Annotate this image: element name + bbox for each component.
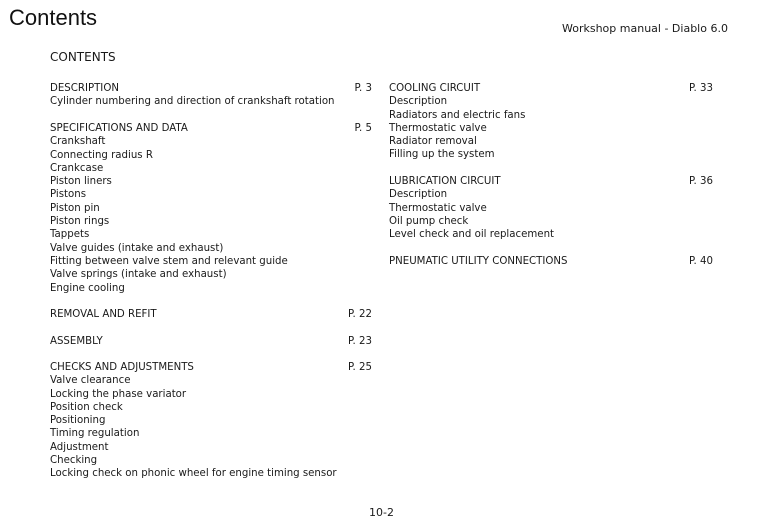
section-page: P. 22	[348, 309, 372, 320]
toc-item[interactable]: Tappets	[50, 229, 90, 241]
toc-item[interactable]: Description	[389, 96, 448, 108]
toc-item[interactable]: Checking	[50, 455, 98, 467]
toc-item[interactable]: Thermostatic valve	[389, 202, 487, 214]
toc-item[interactable]: Crankcase	[50, 162, 104, 174]
toc-item[interactable]: Filling up the system	[389, 149, 495, 161]
toc-item[interactable]: Piston liners	[50, 176, 112, 188]
toc-section	[50, 335, 372, 348]
toc-item[interactable]: Valve springs (intake and exhaust)	[50, 269, 227, 281]
toc-item[interactable]: Crankshaft	[50, 136, 106, 148]
section-title: LUBRICATION CIRCUIT	[389, 176, 501, 187]
toc-item[interactable]: Valve clearance	[50, 375, 131, 387]
toc-section	[50, 82, 372, 109]
toc-item[interactable]: Timing regulation	[50, 428, 140, 440]
toc-section	[50, 361, 372, 481]
toc-item[interactable]: Locking the phase variator	[50, 388, 187, 400]
section-title: ASSEMBLY	[50, 336, 103, 347]
section-page: P. 23	[348, 336, 372, 347]
toc-section-heading[interactable]	[50, 335, 372, 348]
page-title: Contents	[9, 5, 98, 30]
page-number: 10-2	[369, 506, 394, 519]
toc-item[interactable]: Locking check on phonic wheel for engine timing sensor	[50, 468, 337, 480]
toc-item[interactable]: Radiators and electric fans	[389, 109, 526, 121]
toc-section-heading[interactable]	[50, 308, 372, 321]
toc-item[interactable]: Oil pump check	[389, 215, 469, 227]
toc-section-heading[interactable]	[50, 82, 372, 95]
toc-section-heading[interactable]	[50, 361, 372, 374]
toc-item[interactable]: Positioning	[50, 415, 106, 427]
section-title: DESCRIPTION	[50, 83, 119, 94]
contents-heading: CONTENTS	[50, 50, 116, 64]
section-page: P. 25	[348, 362, 372, 373]
section-title: SPECIFICATIONS AND DATA	[50, 123, 188, 134]
toc-item[interactable]: Description	[389, 189, 448, 201]
section-page: P. 5	[354, 123, 372, 134]
toc-item[interactable]: Piston pin	[50, 202, 100, 214]
toc-section	[50, 122, 372, 295]
toc-section-heading[interactable]	[50, 122, 372, 135]
section-page: P. 36	[689, 176, 713, 187]
section-title: REMOVAL AND REFIT	[50, 309, 157, 320]
toc-item[interactable]: Cylinder numbering and direction of crankshaft rotation	[50, 96, 335, 108]
toc-item[interactable]: Level check and oil replacement	[389, 229, 555, 241]
toc-item[interactable]: Fitting between valve stem and relevant guide	[50, 255, 288, 267]
toc-item[interactable]: Position check	[50, 401, 123, 413]
toc-section	[389, 255, 713, 268]
toc-item[interactable]: Radiator removal	[389, 136, 477, 148]
section-title: PNEUMATIC UTILITY CONNECTIONS	[389, 256, 568, 267]
toc-section	[389, 175, 713, 241]
toc-item[interactable]: Valve guides (intake and exhaust)	[50, 242, 224, 254]
toc-section	[50, 308, 372, 321]
manual-header: Workshop manual - Diablo 6.0	[562, 22, 728, 35]
section-page: P. 40	[689, 256, 713, 267]
toc-section-heading[interactable]	[389, 82, 713, 95]
toc-item[interactable]: Pistons	[50, 189, 87, 201]
section-page: P. 3	[354, 83, 372, 94]
toc-section	[389, 82, 713, 162]
toc-item[interactable]: Connecting radius R	[50, 149, 153, 161]
section-title: COOLING CIRCUIT	[389, 83, 481, 94]
toc-section-heading[interactable]	[389, 255, 713, 268]
toc-item[interactable]: Engine cooling	[50, 282, 125, 294]
toc-item[interactable]: Piston rings	[50, 216, 110, 228]
toc-item[interactable]: Adjustment	[50, 441, 109, 453]
toc-section-heading[interactable]	[389, 175, 713, 188]
section-title: CHECKS AND ADJUSTMENTS	[50, 362, 194, 373]
section-page: P. 33	[689, 83, 713, 94]
toc-item[interactable]: Thermostatic valve	[389, 122, 487, 134]
